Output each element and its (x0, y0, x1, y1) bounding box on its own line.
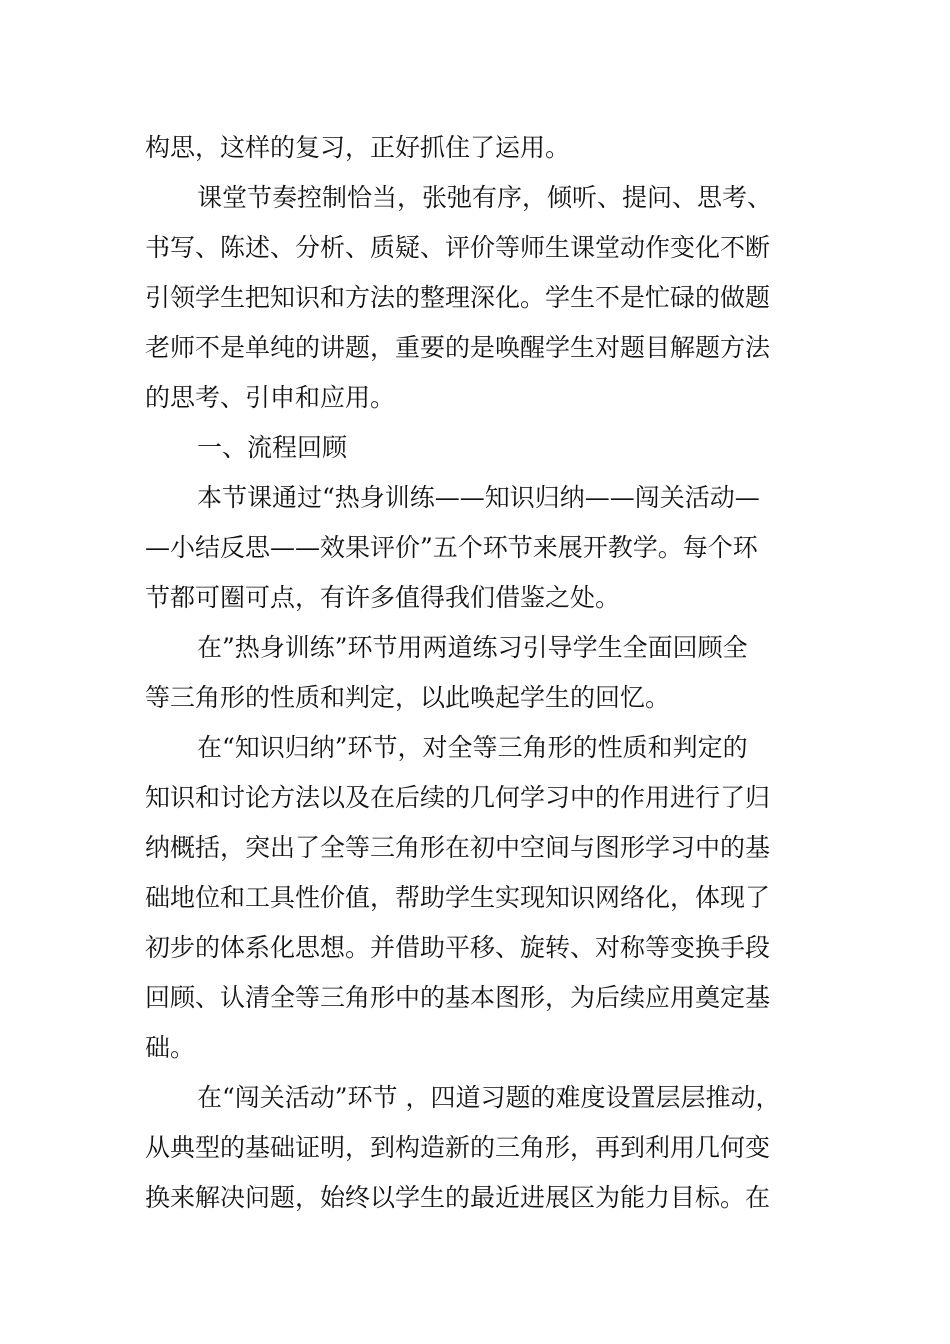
text-line: 纳概括，突出了全等三角形在初中空间与图形学习中的基 (145, 833, 771, 862)
text-line: 换来解决问题，始终以学生的最近进展区为能力目标。在 (145, 1183, 771, 1212)
text-line: —小结反思——效果评价”五个环节来展开教学。每个环 (145, 533, 758, 562)
text-line: 在”热身训练”环节用两道练习引导学生全面回顾全 (197, 633, 748, 662)
text-line: 课堂节奏控制恰当，张弛有序，倾听、提问、思考、 (197, 183, 773, 212)
text-line: 在“闯关活动”环节 ，四道习题的难度设置层层推动， (197, 1083, 781, 1112)
section-heading: 一、流程回顾 (197, 433, 348, 462)
text-line: 从典型的基础证明，到构造新的三角形，再到利用几何变 (145, 1133, 771, 1162)
text-line: 节都可圈可点，有许多值得我们借鉴之处。 (145, 583, 621, 612)
text-line: 本节课通过“热身训练——知识归纳——闯关活动— (197, 483, 760, 512)
text-line: 础。 (145, 1033, 196, 1062)
text-line: 础地位和工具性价值，帮助学生实现知识网络化，体现了 (145, 883, 771, 912)
text-line: 回顾、认清全等三角形中的基本图形，为后续应用奠定基 (145, 983, 771, 1012)
text-line: 知识和讨论方法以及在后续的几何学习中的作用进行了归 (145, 783, 771, 812)
text-line: 书写、陈述、分析、质疑、评价等师生课堂动作变化不断 (145, 233, 771, 262)
text-line: 在“知识归纳”环节，对全等三角形的性质和判定的 (197, 733, 748, 762)
text-line: 构思，这样的复习，正好抓住了运用。 (145, 133, 571, 162)
text-line: 引领学生把知识和方法的整理深化。学生不是忙碌的做题 (145, 283, 771, 312)
document-body (145, 123, 807, 1223)
text-line: 等三角形的性质和判定，以此唤起学生的回忆。 (145, 683, 671, 712)
text-line: 初步的体系化思想。并借助平移、旋转、对称等变换手段 (145, 933, 771, 962)
text-line: 老师不是单纯的讲题，重要的是唤醒学生对题目解题方法 (145, 333, 771, 362)
text-line: 的思考、引申和应用。 (145, 383, 396, 412)
